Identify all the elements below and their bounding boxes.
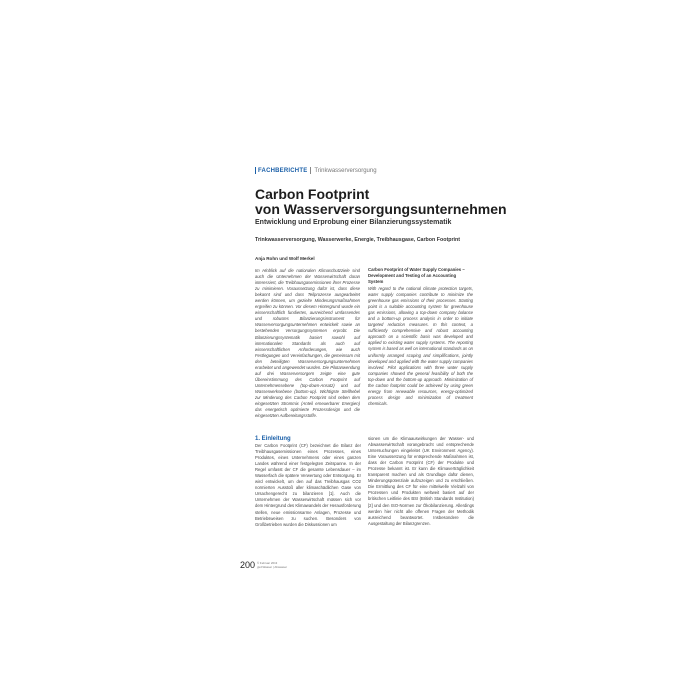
title-line-2: von Wasserversorgungsunternehmen [255,201,507,217]
section-header [255,167,377,175]
article-keywords: Trinkwasserversorgung, Wasserwerke, Energie, Treibhausgase, Carbon Footprint [255,237,460,243]
abstract-german: Im Hinblick auf die nationalen Klimaschutzziele sind auch die Unternehmen der Wasserwirtschaft daran interessiert, die Treibhausgasemissionen ihrer Prozesse zu minimieren. Voraussetzung dafür ist, dass diese bekannt sind und dass Teilprozesse ausgearbeitet werden können, um gezielte Minderungsmaßnahmen ergreifen zu können. Vor diesem Hintergrund wurde ein wissenschaftlich fundiertes, ausreichend umfassendes und robustes Bilanzierungsinstrument für Wasserversorgungsunternehmen entwickelt sowie an bestehenden Versorgungssystemen erprobt. Die Bilanzierungssystematik basiert sowohl auf internationalen Standards als auch auf wissenschaftlichen Anforderungen, wie auch Festlegungen und Vereinfachungen, die gemeinsam mit den beteiligten Wasserversorgungsunternehmen erarbeitet und angewendet wurden. Die Pilotanwendung auf drei Wasserversorgern zeigte eine gute Übereinstimmung des Carbon Footprint auf Unternehmensebene (top-down-Ansatz) und auf Wasserwerksebene (bottom-up). Wichtigste Stellhebel zur Minderung des Carbon Footprint sind neben dem eingesetzten Strommix (Anteil erneuerbarer Energien) das energetisch optimierte Prozessdesign und die eingesetzten Aufbereitungsstoffe. [255,268,360,419]
page-number: 200 [240,560,256,570]
section-divider [310,167,311,174]
section-label: FACHBERICHTE [258,168,308,175]
abstract-english: With regard to the national climate protection targets, water supply companies contribute to minimize the greenhouse gas emissions of their processes. Starting point is a suitable accounting system for greenhouse gas emissions, allowing a top-down company balance and a bottom-up process analysis in order to initiate targeted reduction measures. In this context, a sufficiently comprehensive and robust accounting approach on a scientific basis was developed and applied to existing water supply systems. The reporting system is based as well on international standards as on uniformly arranged scoping and simplifications, jointly developed and applied with the water supply companies involved. Pilot applications with three water supply companies showed the general feasibility of both the top-down and the bottom-up approach. Minimization of the carbon footprint could be achieved by using green energy from renewable resources, energy-optimized process design and minimization of treatment chemicals. [368,286,473,406]
abstract-english-heading [368,267,473,285]
abstract-english-heading-line-2: Development and Testing of an Accounting [368,272,457,278]
footer-info [257,561,287,569]
article-title [255,187,555,217]
abstract-english-heading-line-1: Carbon Footprint of Water Supply Companies – [368,267,465,272]
footer-line-2: gwf-Wasser | Abwasser [257,565,288,569]
subsection-label: Trinkwasserversorgung [314,168,377,175]
abstract-english-heading-line-3: System [368,278,384,284]
title-line-1: Carbon Footprint [255,186,370,202]
article-authors: Anja Rohn und Wolf Merkel [255,256,315,261]
footer-line-1: © Februar 2013 [257,561,278,565]
body-column-1: Der Carbon Footprint (CF) bezeichnet die Bilanz der Treibhausgasemissionen eines Prozesses, eines Produktes, eines Unternehmens oder eines ganzen Landes während einer festgelegten Zeitspanne. In der Regel umfasst der CF die gesamte Lebensdauer – im Wasserfach die spätere Verwertung oder Entsorgung. Er wird entwickelt, um den auf das Treibhausgas CO2 normierten Ausstoß aller klimaschädlichen Gase von Ursachengerecht zu bilanzieren [1]. Auch die Unternehmen der Wasserwirtschaft müssen sich vor dem Hintergrund des Klimawandels der Herausforderung stellen, neue emissionsarme Anlagen, Prozesse und Betriebsweisen zu suchen. Besonders von Großbetrieben wurden die Diskussionen um [255,443,361,527]
body-column-2: sionen um die Klimaauswirkungen der Wasser- und Abwasserwirtschaft vorangebracht und entsprechende Untersuchungen eingeleitet (UK Environment Agency). Eine Voraussetzung für entsprechende Maßnahmen ist, dass der Carbon Footprint (CF) der Produkte und Prozesse bekannt ist. Er kann die Klimaverträglichkeit transparent machen und als Grundlage dafür dienen, Minderungspotenziale aufzuzeigen und zu erschließen. Die Ermittlung des CF für eine mittelwelle Vielzahl von Prozessen und Produkten weltweit basiert auf der britischen Leitlinie des BSI (British Standards Institution) [2] und den ISO-Normen zur Ökobilanzierung. Allerdings werden hier nicht alle offenen Fragen der Methodik ausreichend beantwortet. Insbesondere die Ausgestaltung der Bilanzgrenzen. [368,436,474,526]
article-subtitle: Entwicklung und Erprobung einer Bilanzierungssystematik [255,219,452,226]
section-heading-introduction: 1. Einleitung [255,436,291,442]
section-bar [255,167,256,174]
